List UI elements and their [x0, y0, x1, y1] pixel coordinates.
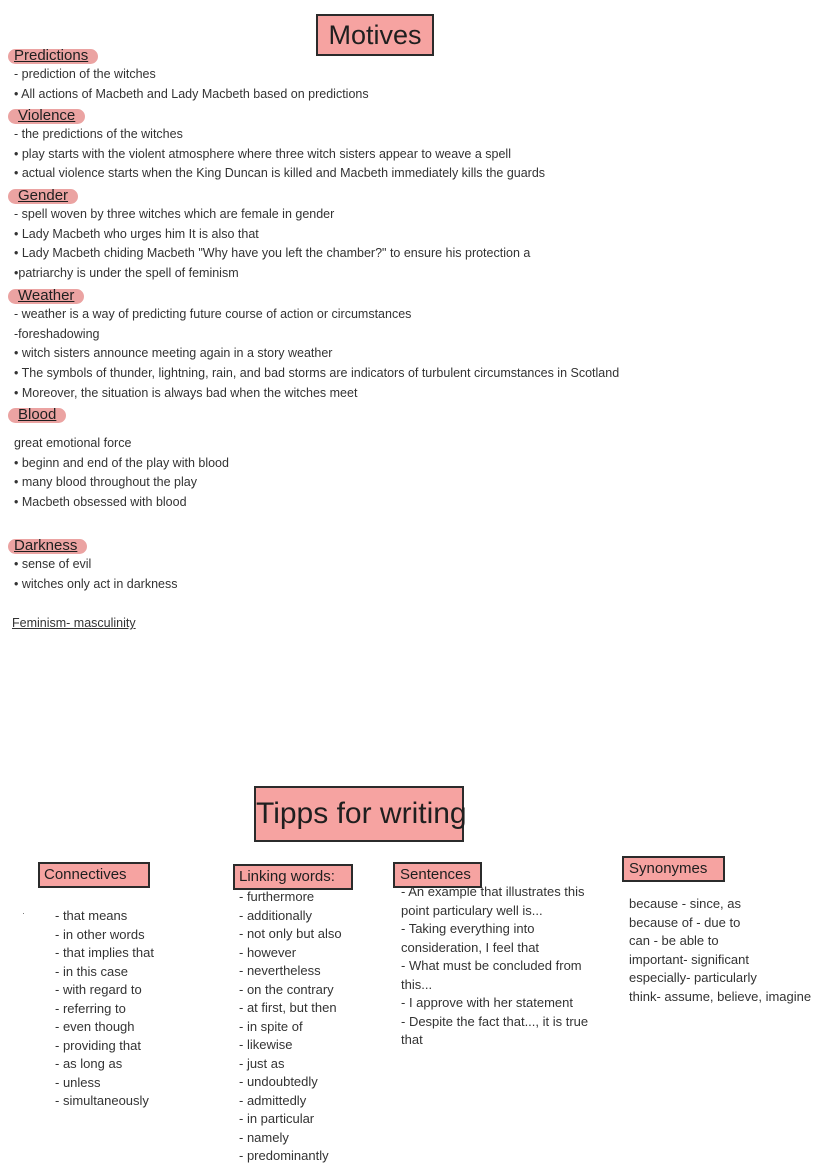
list-item: because - since, as: [629, 896, 742, 911]
motive-line: great emotional force: [14, 436, 132, 450]
motive-darkness: [10, 537, 710, 594]
connectives-column: [38, 862, 154, 1111]
list-item: - that means: [55, 908, 128, 923]
list-item: - simultaneously: [55, 1093, 149, 1108]
list-item: - likewise: [239, 1037, 293, 1052]
list-item: - nevertheless: [239, 963, 321, 978]
list-item: - in particular: [239, 1111, 315, 1126]
motive-heading: Darkness: [10, 537, 87, 555]
list-item: - predominantly: [239, 1148, 329, 1163]
motive-heading: Predictions: [10, 47, 98, 65]
list-item: - in other words: [55, 926, 145, 942]
list-item: - Despite the fact that..., it is true: [401, 1013, 589, 1029]
motive-line: • Macbeth obsessed with blood: [14, 495, 187, 510]
feminism-note: Feminism- masculinity: [12, 616, 136, 630]
list-item: - at first, but then: [239, 1000, 337, 1015]
motive-line-blank: [14, 424, 710, 434]
list-item: - just as: [239, 1055, 285, 1071]
motive-heading: Gender: [10, 187, 78, 205]
list-item: - Taking everything into: [401, 921, 535, 936]
motive-line: • witch sisters announce meeting again in a story weather: [14, 346, 333, 361]
motive-heading: Blood: [10, 406, 66, 424]
motive-line: • play starts with the violent atmosphere where three witch sisters appear to weave a spell: [14, 146, 511, 161]
column-heading: Synonymes: [622, 856, 725, 882]
list-item: - referring to: [55, 1000, 126, 1016]
motive-line: • Moreover, the situation is always bad when the witches meet: [14, 385, 358, 400]
list-item: - in spite of: [239, 1018, 303, 1034]
motive-line: • actual violence starts when the King Duncan is killed and Macbeth immediately kills the guards: [14, 166, 546, 181]
list-item: this...: [401, 976, 433, 992]
list-item: - on the contrary: [239, 981, 334, 997]
list-item: - namely: [239, 1129, 289, 1145]
list-item: - What must be concluded from: [401, 958, 582, 973]
list-item: because of - due to: [629, 914, 741, 930]
motive-blood: [10, 406, 710, 513]
list-item: - additionally: [239, 907, 312, 923]
list-item: - even though: [55, 1019, 135, 1034]
list-item: - unless: [55, 1074, 101, 1090]
list-item: - undoubtedly: [239, 1074, 318, 1089]
motive-gender: [10, 187, 710, 284]
list-item: can - be able to: [629, 933, 719, 948]
writing-title: Tipps for writing: [254, 786, 464, 842]
synonymes-column: [622, 856, 811, 1006]
motive-line: - the predictions of the witches: [14, 127, 183, 141]
list-item: consideration, I feel that: [401, 939, 540, 955]
motive-line: -foreshadowing: [14, 326, 100, 341]
list-item: that: [401, 1032, 423, 1047]
list-item: - admittedly: [239, 1092, 307, 1108]
column-heading: Connectives: [38, 862, 150, 888]
column-heading: Linking words:: [233, 864, 353, 890]
list-item: - I approve with her statement: [401, 995, 573, 1010]
motive-line: •patriarchy is under the spell of feminism: [14, 266, 239, 281]
motive-line: • Lady Macbeth who urges him It is also that: [14, 226, 259, 241]
sentences-column: [393, 862, 588, 1050]
list-item: - in this case: [55, 963, 128, 979]
column-heading: Sentences: [393, 862, 482, 888]
motive-line: - weather is a way of predicting future course of action or circumstances: [14, 307, 412, 321]
bullet-dot: ·: [22, 908, 25, 918]
motive-line: - spell woven by three witches which are female in gender: [14, 207, 335, 221]
motive-heading: Violence: [10, 107, 85, 125]
motive-line: • The symbols of thunder, lightning, rain, and bad storms are indicators of turbulent circumstances in Scotland: [14, 366, 620, 381]
motive-line: • witches only act in darkness: [14, 576, 178, 591]
motive-predictions: [10, 47, 710, 104]
list-item: - that implies that: [55, 945, 154, 960]
motive-violence: [10, 107, 710, 184]
list-item: especially- particularly: [629, 970, 757, 985]
motive-line: • All actions of Macbeth and Lady Macbeth based on predictions: [14, 86, 369, 101]
list-item: - providing that: [55, 1037, 141, 1053]
motive-line: • sense of evil: [14, 557, 92, 571]
motives-title: Motives: [316, 14, 434, 56]
linking-words-column: [233, 864, 353, 1166]
motive-line: - prediction of the witches: [14, 67, 156, 81]
list-item: - with regard to: [55, 982, 142, 997]
motive-line: • Lady Macbeth chiding Macbeth "Why have you left the chamber?" to ensure his protection a: [14, 246, 531, 261]
list-item: - however: [239, 944, 297, 960]
motive-heading: Weather: [10, 287, 84, 305]
list-item: important- significant: [629, 951, 749, 967]
list-item: - furthermore: [239, 889, 315, 904]
motive-weather: [10, 287, 710, 404]
list-item: think- assume, believe, imagine: [629, 988, 812, 1004]
list-item: - as long as: [55, 1056, 123, 1071]
motive-line: • beginn and end of the play with blood: [14, 455, 229, 470]
list-item: - An example that illustrates this: [401, 884, 585, 899]
motive-line: • many blood throughout the play: [14, 475, 197, 490]
list-item: - not only but also: [239, 926, 342, 941]
list-item: point particulary well is...: [401, 902, 543, 918]
